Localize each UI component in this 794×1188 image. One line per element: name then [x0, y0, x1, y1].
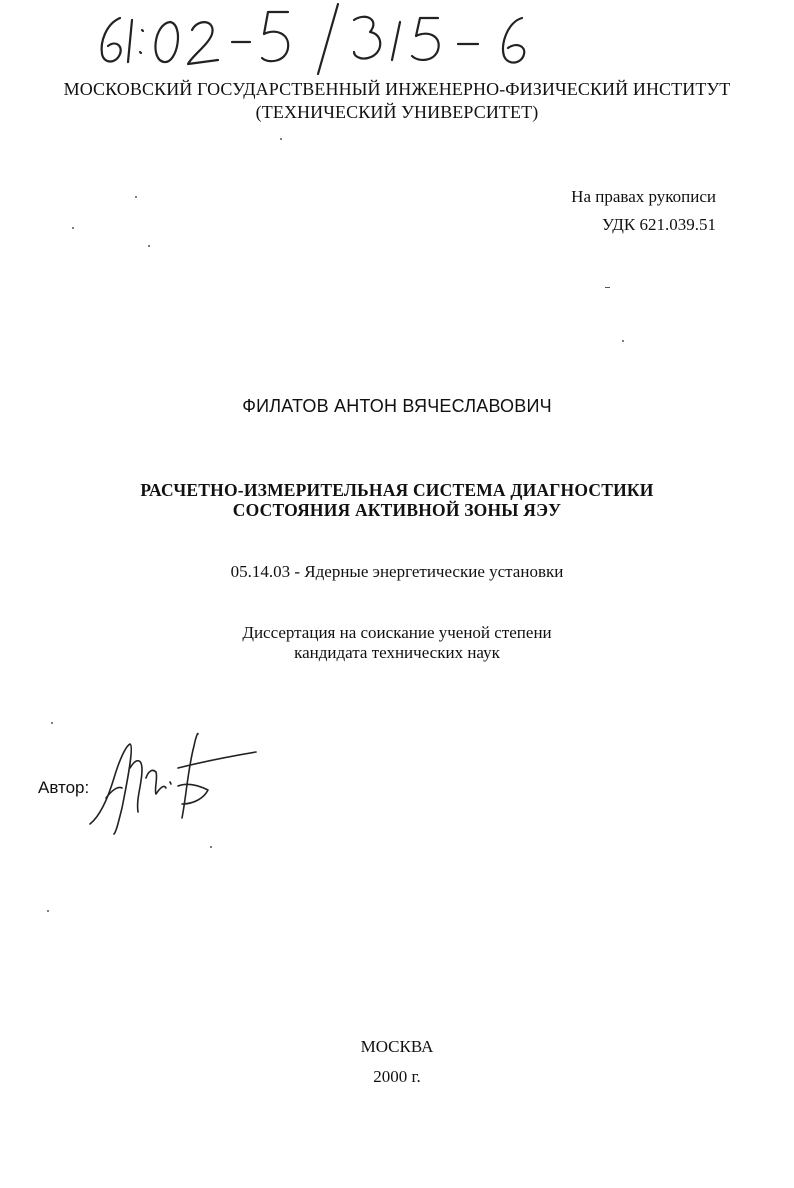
degree-line-2: кандидата технических наук: [294, 643, 500, 662]
degree-line-1: Диссертация на соискание ученой степени: [242, 623, 552, 642]
specialty-code: 05.14.03 - Ядерные энергетические установки: [230, 562, 564, 581]
scan-speck: [47, 910, 49, 912]
author-label: Автор:: [38, 778, 90, 797]
dissertation-title-line-1: РАСЧЕТНО-ИЗМЕРИТЕЛЬНАЯ СИСТЕМА ДИАГНОСТИКИ: [140, 480, 654, 500]
scan-speck: [51, 722, 53, 724]
institute-name-line-1: МОСКОВСКИЙ ГОСУДАРСТВЕННЫЙ ИНЖЕНЕРНО-ФИЗИЧЕСКИЙ ИНСТИТУТ: [63, 79, 731, 99]
scan-speck: [72, 227, 74, 229]
scan-speck: [280, 138, 282, 140]
city: МОСКВА: [360, 1037, 434, 1056]
author-full-name: ФИЛАТОВ АНТОН ВЯЧЕСЛАВОВИЧ: [242, 396, 552, 416]
year: 2000 г.: [373, 1067, 421, 1086]
handwritten-archive-code: [92, 0, 552, 80]
author-signature: [82, 728, 262, 838]
dissertation-title-line-2: СОСТОЯНИЯ АКТИВНОЙ ЗОНЫ ЯЭУ: [232, 500, 562, 520]
scan-speck: [135, 196, 137, 198]
udk-code: УДК 621.039.51: [601, 215, 716, 234]
institute-name-line-2: (ТЕХНИЧЕСКИЙ УНИВЕРСИТЕТ): [255, 102, 539, 122]
scan-speck: [210, 846, 212, 848]
manuscript-note: На правах рукописи: [571, 187, 716, 206]
scan-speck: [605, 287, 610, 288]
scan-speck: [148, 245, 150, 247]
scan-speck: [622, 340, 624, 342]
